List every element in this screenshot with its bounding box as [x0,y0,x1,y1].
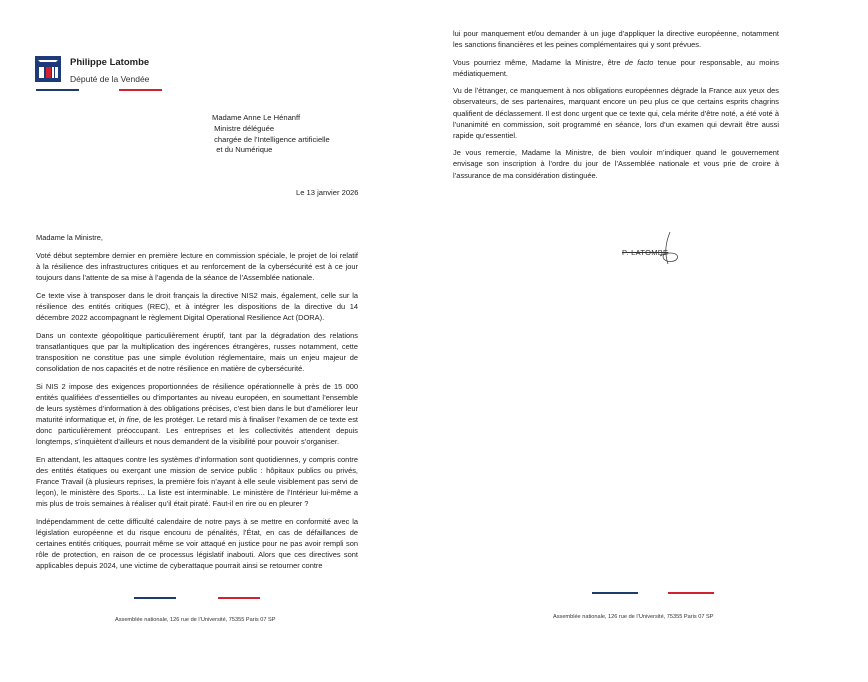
paragraph: lui pour manquement et/ou demander à un juge d’appliquer la directive européenne, notamment les sanctions financières et les peines complémentaires qui y sont prévues. [453,29,779,50]
italic-text: de facto [624,57,654,67]
paragraph-text: tenue pour responsable, au moins médiatiquement. [453,57,780,78]
italic-text: in fine [118,414,139,424]
recipient-line: Ministre déléguée [212,123,275,133]
signature-name: P. LATOMBE [622,248,669,257]
footer-blue-bar [592,592,638,594]
sender-role: Député de la Vendée [70,74,150,84]
paragraph: Dans un contexte géopolitique particulièrement éruptif, tant par la dégradation des relations transatlantiques que par la multiplication des ingérences étrangères, russes notamment, cette transposition ne constitue pas une simple évolution réglementaire, mais un enjeu majeur de consolidation de nos capacités et de notre résilience en matière de cybersécurité. [36,330,358,373]
recipient-address [212,113,330,156]
recipient-line: chargée de l’Intelligence artificielle [212,134,330,144]
paragraph-text: Vous pourriez même, Madame la Ministre, être [453,57,625,67]
header-red-bar [119,89,162,91]
sender-name: Philippe Latombe [70,57,150,68]
signature [620,230,710,270]
salutation: Madame la Ministre, [36,233,103,242]
paragraph: Voté début septembre dernier en première lecture en commission spéciale, le projet de loi relatif à la résilience des infrastructures critiques et au renforcement de la cybersécurité est à ce jour toujours dans l’attente de sa mise à l’agenda de la séance de l’Assemblée nationale. [36,251,358,283]
paragraph-text: , de les protéger. Le retard mis à finaliser l’examen de ce texte est donc particulièrement préoccupant. Les entreprises et les collectivités attendent depuis longtemps, s’inquiètent d’ailleurs et nous demandent de la visibilité pour pouvoir s’organiser. [36,414,358,446]
letter-date: Le 13 janvier 2026 [296,188,359,197]
footer-red-bar [668,592,714,594]
paragraph-text: Si NIS 2 impose des exigences proportionnées de résilience opérationnelle à près de 15 000 entités qualifiées d’essentielles ou d’importantes au niveau européen, en soumettant l’ensemble de leurs systèmes d’information à des obligations précises, c’est bien dans le but d’améliorer leur maturité informatique et, [36,381,358,424]
footer-blue-bar [134,597,176,599]
footer-address: Assemblée nationale, 126 rue de l’Université, 75355 Paris 07 SP [553,614,714,620]
letter-body-page-1 [36,232,358,578]
paragraph: Indépendamment de cette difficulté calendaire de notre pays à se mettre en conformité avec la législation européenne et du risque encouru de pénalités, l’État, en cas de défaillances de certaines entités critiques, pourrait même se voir attaqué en justice pour ne pas avoir rempli son rôle de protection, en raison de ce processus législatif inabouti. Alors que ces directives sont applicables depuis 2024, une victime de cyberattaque pourrait ainsi se retourner contre [36,516,358,570]
header-blue-bar [36,89,79,91]
recipient-line: Madame Anne Le Hénanff [212,113,301,122]
paragraph: En attendant, les attaques contre les systèmes d’information sont quotidiennes, y compris contre des entités étatiques ou exerçant une mission de service public : hôpitaux publics ou privés, France Travail (à plusieurs reprises, la première fois n’ayant à elle seule visiblement pas servi de leçon), le ministère des Sports... La liste est interminable. Le ministère de l’Intérieur lui-même a mis plus de trois semaines à réaliser qu’il était piraté. Faut-il en rire ou en pleurer ? [36,454,358,508]
paragraph: Ce texte vise à transposer dans le droit français la directive NIS2 mais, également, celle sur la résilience des entités critiques (REC), et à intégrer les dispositions de la directive du 14 décembre 2022 accompagnant le règlement Digital Operational Resilience Act (DORA). [36,290,358,323]
paragraph [36,381,358,448]
footer-red-bar [218,597,260,599]
letter-body-page-2 [453,28,779,187]
paragraph: Vu de l’étranger, ce manquement à nos obligations européennes dégrade la France aux yeux des observateurs, de ses partenaires, marquant encore un peu plus ce que certains esprits chagrins qualifient de déclassement. Il est donc urgent que ce texte qui, cela mérite d’être noté, a été voté à l’unanimité en commission, soit programmé en séance, lors d’un examen qui devrait être aussi rapide qu’essentiel. [453,86,779,140]
recipient-line: et du Numérique [212,145,273,155]
letter-page-2 [434,0,868,682]
footer-address: Assemblée nationale, 126 rue de l’Université, 75355 Paris 07 SP [115,617,276,623]
paragraph: Je vous remercie, Madame la Ministre, de bien vouloir m’indiquer quand le gouvernement envisage son inscription à l’ordre du jour de l’Assemblée nationale et vous prie de croire à l’assurance de ma considération distinguée. [453,148,779,180]
paragraph [453,57,779,79]
assemblee-nationale-logo-icon [35,56,61,82]
